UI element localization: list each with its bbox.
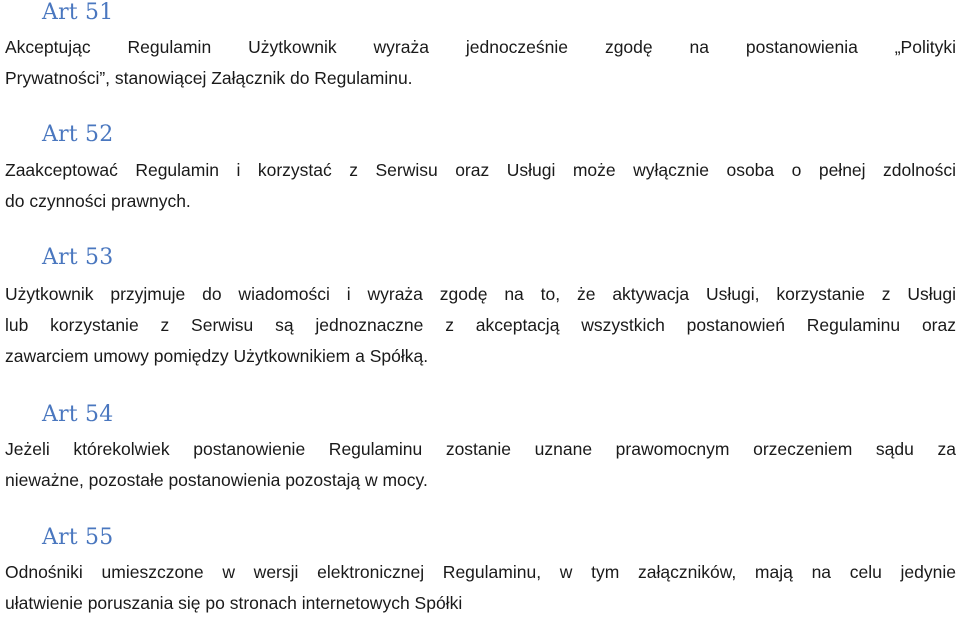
article-line: zawarciem umowy pomiędzy Użytkownikiem a Spółką.	[5, 346, 429, 366]
article-text-53	[5, 279, 956, 372]
article-text-55	[5, 557, 956, 619]
article-line: Jeżeli którekolwiek postanowienie Regulaminu zostanie uznane prawomocnym orzeczeniem sądu za	[5, 439, 956, 459]
article-line: Użytkownik przyjmuje do wiadomości i wyraża zgodę na to, że aktywacja Usługi, korzystanie z Usługi	[5, 284, 956, 304]
article-heading-55: Art 55	[42, 525, 114, 550]
article-heading-51: Art 51	[42, 0, 114, 25]
article-text-54	[5, 434, 956, 496]
article-line: lub korzystanie z Serwisu są jednoznaczne z akceptacją wszystkich postanowień Regulaminu oraz	[5, 315, 956, 335]
article-text-51	[5, 32, 956, 94]
article-heading-52: Art 52	[42, 122, 114, 147]
article-line: do czynności prawnych.	[5, 191, 191, 211]
article-line: ułatwienie poruszania się po stronach internetowych Spółki	[5, 593, 463, 613]
article-heading-53: Art 53	[42, 245, 114, 270]
article-heading-54: Art 54	[42, 402, 114, 427]
article-line: nieważne, pozostałe postanowienia pozostają w mocy.	[5, 470, 428, 490]
article-line: Akceptując Regulamin Użytkownik wyraża jednocześnie zgodę na postanowienia „Polityki	[5, 37, 956, 57]
article-text-52	[5, 155, 956, 217]
article-line: Prywatności”, stanowiącej Załącznik do Regulaminu.	[5, 68, 413, 88]
article-line: Odnośniki umieszczone w wersji elektronicznej Regulaminu, w tym załączników, mają na celu jedynie	[5, 562, 956, 582]
article-line: Zaakceptować Regulamin i korzystać z Serwisu oraz Usługi może wyłącznie osoba o pełnej zdolności	[5, 160, 956, 180]
